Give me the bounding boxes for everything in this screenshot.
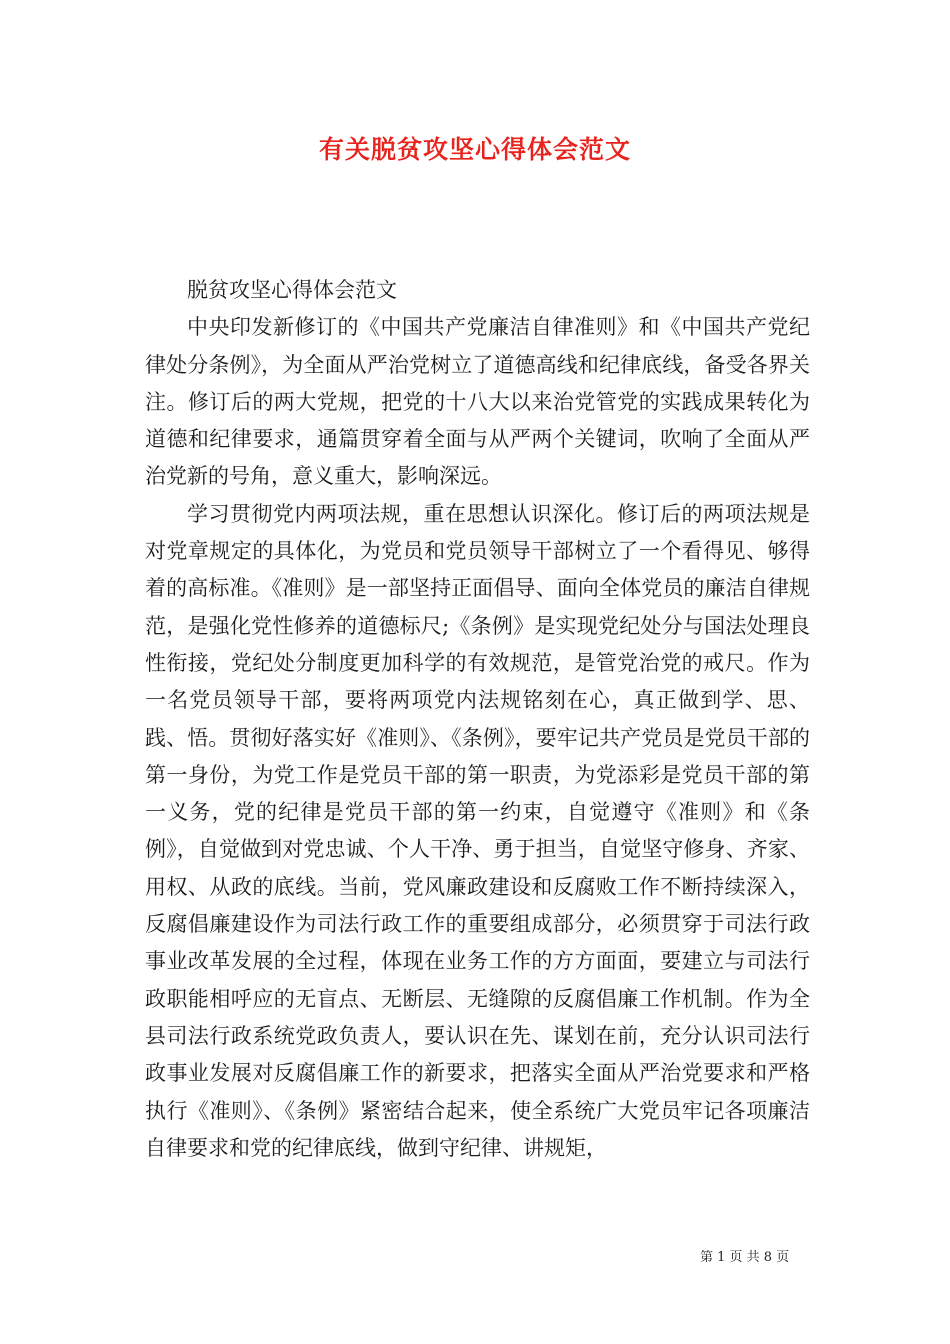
paragraph-2: 学习贯彻党内两项法规，重在思想认识深化。修订后的两项法规是对党章规定的具体化，为党员和党员领导干部树立了一个看得见、够得着的高标准。《准则》是一部坚持正面倡导、面向全体党员的廉洁自律规范，是强化党性修养的道德标尺;《条例》是实现党纪处分与国法处理良性衔接，党纪处分制度更加科学的有效规范，是管党治党的戒尺。作为一名党员领导干部，要将两项党内法规铭刻在心，真正做到学、思、践、悟。贯彻好落实好《准则》、《条例》，要牢记共产党员是党员干部的第一身份，为党工作是党员干部的第一职责，为党添彩是党员干部的第一义务，党的纪律是党员干部的第一约束，自觉遵守《准则》和《条例》，自觉做到对党忠诚、个人干净、勇于担当，自觉坚守修身、齐家、用权、从政的底线。当前，党风廉政建设和反腐败工作不断持续深入，反腐倡廉建设作为司法行政工作的重要组成部分，必须贯穿于司法行政事业改革发展的全过程，体现在业务工作的方方面面，要建立与司法行政职能相呼应的无盲点、无断层、无缝隙的反腐倡廉工作机制。作为全县司法行政系统党政负责人，要认识在先、谋划在前，充分认识司法行政事业发展对反腐倡廉工作的新要求，把落实全面从严治党要求和严格执行《准则》、《条例》紧密结合起来，使全系统广大党员牢记各项廉洁自律要求和党的纪律底线，做到守纪律、讲规矩， bbox=[145, 501, 810, 1160]
document-body bbox=[145, 272, 810, 1167]
paragraph-1: 中央印发新修订的《中国共产党廉洁自律准则》和《中国共产党纪律处分条例》，为全面从严治党树立了道德高线和纪律底线，备受各界关注。修订后的两大党规，把党的十八大以来治党管党的实践成果转化为道德和纪律要求，通篇贯穿着全面与从严两个关键词，吹响了全面从严治党新的号角，意义重大，影响深远。 bbox=[145, 315, 810, 489]
page-indicator: 第 1 页 共 8 页 bbox=[700, 1250, 790, 1265]
document-title: 有关脱贫攻坚心得体会范文 bbox=[318, 135, 631, 164]
paragraph-heading: 脱贫攻坚心得体会范文 bbox=[187, 278, 397, 302]
